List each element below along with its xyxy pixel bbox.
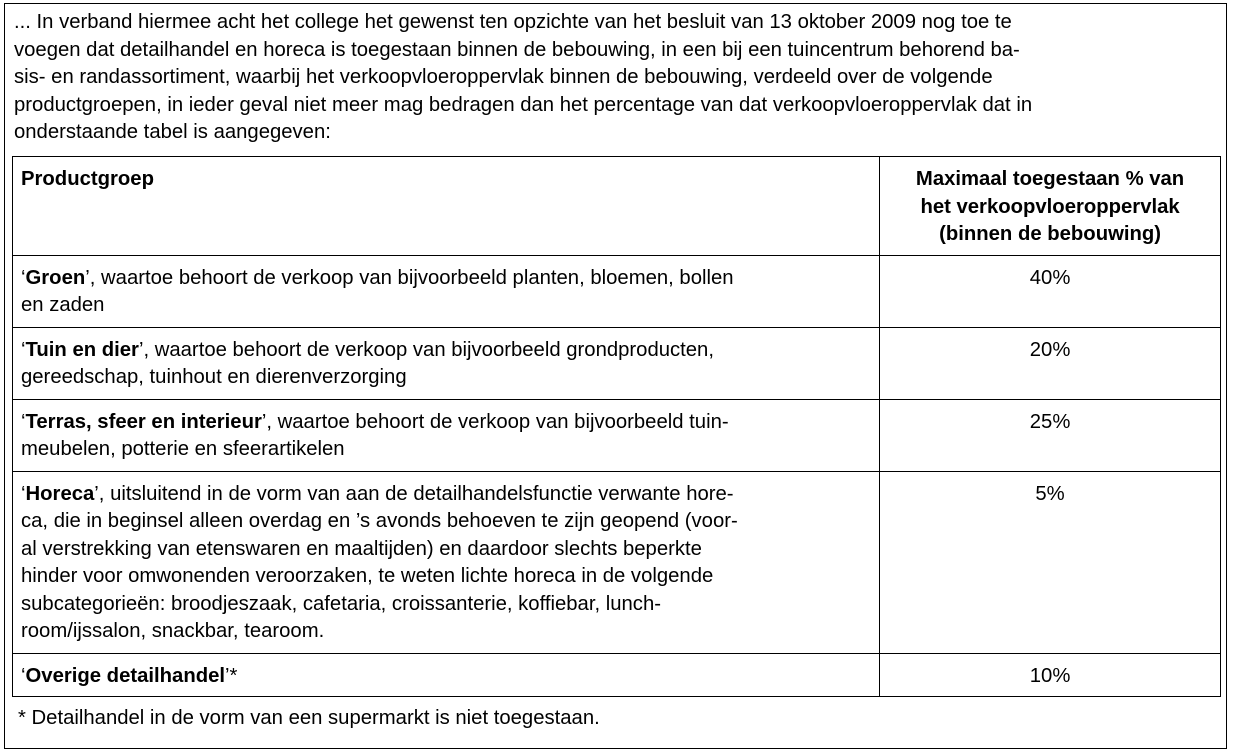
product-name: Horeca [25,482,95,505]
header-line: (binnen de bebouwing) [939,223,1162,245]
footnote: * Detailhandel in de vorm van een supermarkt is niet toegestaan. [18,707,600,729]
header-max-percentage [880,157,1221,256]
header-line: het verkoopvloeroppervlak [920,195,1180,218]
product-description: ‘Horeca’, uitsluitend in de vorm van aan de detailhandelsfunctie verwante hore- ca, die in beginsel alleen overdag en ’s avonds behoeven te zijn geopend (voor- al verstrekking van etenswaren en maaltijden) en daardoor slechts beperkte hinder voor omwonenden veroorzaken, te weten lichte horeca in de volgende subcategorieën: broodjeszaak, cafetaria, croissanterie, koffiebar, lunch- room/ijssalon, snackbar, tearoom. [13,471,880,653]
percentage-value: 20% [880,327,1221,399]
table-row [13,471,1221,653]
product-description: ‘Overige detailhandel’* [13,653,880,697]
product-description: ‘Groen’, waartoe behoort de verkoop van bijvoorbeeld planten, bloemen, bollen en zaden [13,255,880,327]
table-row [13,255,1221,327]
percentage-value: 25% [880,399,1221,471]
product-name: Terras, sfeer en interieur [25,410,262,433]
header-product-group: Productgroep [13,157,880,256]
product-name: Tuin en dier [25,338,139,361]
percentage-value: 10% [880,653,1221,697]
table-header-row [13,157,1221,256]
header-line: Maximaal toegestaan % van [915,168,1185,190]
intro-line: productgroepen, in ieder geval niet meer mag bedragen dan het percentage van dat verkoopvloeroppervlak dat in [14,93,1033,116]
product-name: Overige detailhandel [25,664,226,687]
intro-line: sis- en randassortiment, waarbij het verkoopvloeroppervlak binnen de bebouwing, verdeeld over de volgende [14,66,993,88]
table-row [13,653,1221,697]
intro-paragraph [14,9,1219,147]
product-description: ‘Terras, sfeer en interieur’, waartoe behoort de verkoop van bijvoorbeeld tuin- meubelen, potterie en sfeerartikelen [13,399,880,471]
percentage-value: 40% [880,255,1221,327]
table-row [13,327,1221,399]
percentage-value: 5% [880,471,1221,653]
product-description: ‘Tuin en dier’, waartoe behoort de verkoop van bijvoorbeeld grondproducten, gereedschap, tuinhout en dierenverzorging [13,327,880,399]
intro-line: ... In verband hiermee acht het college het gewenst ten opzichte van het besluit van 13 oktober 2009 nog toe te [14,11,1012,33]
product-name: Groen [25,266,86,289]
intro-line: voegen dat detailhandel en horeca is toegestaan binnen de bebouwing, in een bij een tuincentrum behorend ba- [14,38,1020,61]
intro-line: onderstaande tabel is aangegeven: [14,121,331,143]
table-row [13,399,1221,471]
product-group-table [12,156,1221,697]
